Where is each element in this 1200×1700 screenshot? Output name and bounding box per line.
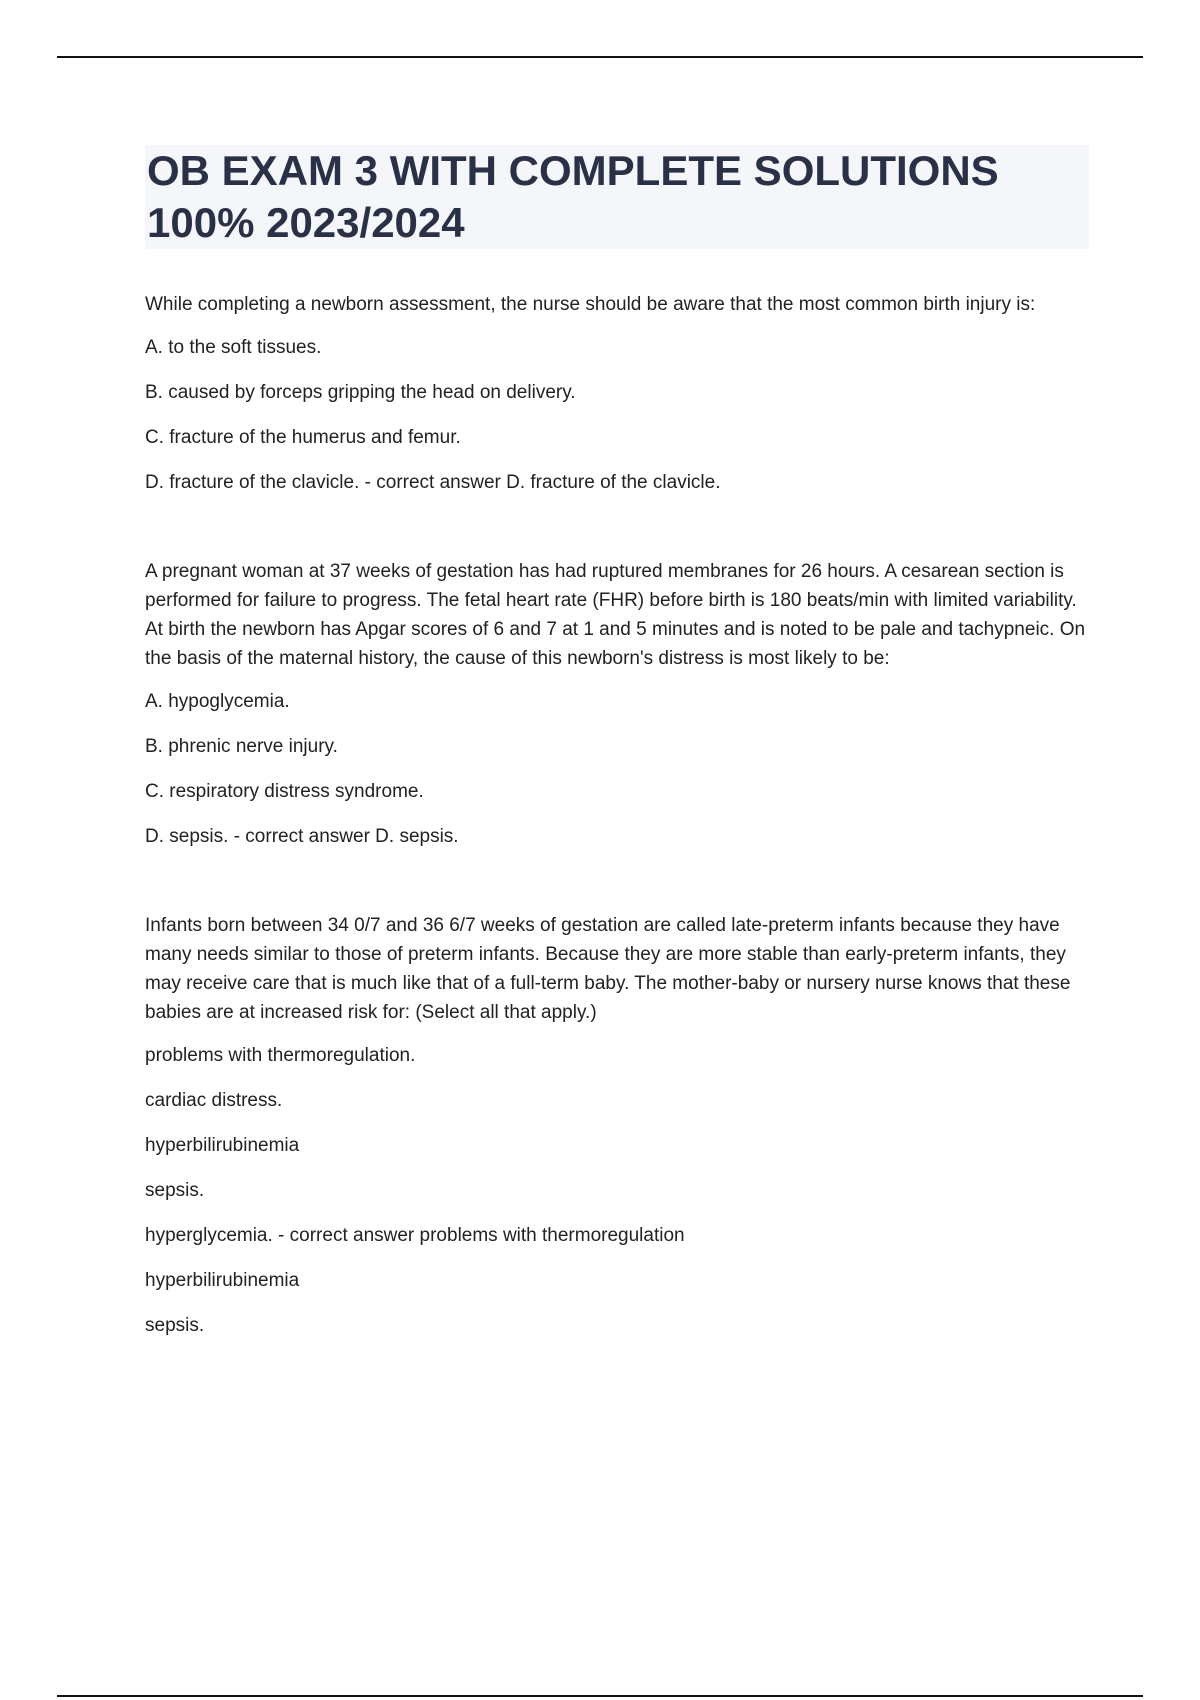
answer-option-a: A. to the soft tissues. (145, 337, 322, 358)
answer-option-c: C. fracture of the humerus and femur. (145, 427, 461, 448)
question-stem: A pregnant woman at 37 weeks of gestation has had ruptured membranes for 26 hours. A cesarean section is performed for failure to progress. The fetal heart rate (FHR) before birth is 180 beats/min with limited variability. At birth the newborn has Apgar scores of 6 and 7 at 1 and 5 minutes and is noted to be pale and tachypneic. On the basis of the maternal history, the cause of this newborn's distress is most likely to be: (145, 561, 1086, 669)
question-2 (145, 557, 1090, 851)
answer-option: hyperbilirubinemia (145, 1135, 300, 1156)
answer-option-a: A. hypoglycemia. (145, 691, 290, 712)
header-rule (57, 56, 1143, 58)
answer-option-c: C. respiratory distress syndrome. (145, 781, 424, 802)
title-line-1: OB EXAM 3 WITH COMPLETE SOLUTIONS (147, 147, 999, 194)
answer-option: cardiac distress. (145, 1090, 283, 1111)
question-1 (145, 290, 1090, 497)
question-stem: Infants born between 34 0/7 and 36 6/7 weeks of gestation are called late-preterm infants because they have many needs similar to those of preterm infants. Because they are more stable than early-preterm infants, they may receive care that is much like that of a full-term baby. The mother-baby or nursery nurse knows that these babies are at increased risk for: (Select all that apply.) (145, 915, 1071, 1023)
answer-option-b: B. phrenic nerve injury. (145, 736, 338, 757)
answer-option-d-with-correct-answer: D. fracture of the clavicle. - correct answer D. fracture of the clavicle. (145, 472, 721, 493)
document-body (145, 290, 1090, 1356)
answer-option: sepsis. (145, 1180, 205, 1201)
document-title (145, 145, 1089, 249)
answer-option-d-with-correct-answer: D. sepsis. - correct answer D. sepsis. (145, 826, 459, 847)
title-line-2: 100% 2023/2024 (147, 199, 465, 246)
correct-answer-continuation: hyperbilirubinemia (145, 1270, 300, 1291)
title-banner (145, 145, 1089, 249)
question-3 (145, 911, 1090, 1340)
question-stem: While completing a newborn assessment, the nurse should be aware that the most common birth injury is: (145, 294, 1036, 315)
answer-option: problems with thermoregulation. (145, 1045, 416, 1066)
footer-rule (57, 1695, 1143, 1697)
answer-option-b: B. caused by forceps gripping the head on delivery. (145, 382, 576, 403)
correct-answer-continuation: sepsis. (145, 1315, 205, 1336)
answer-option-with-correct-answer: hyperglycemia. - correct answer problems with thermoregulation (145, 1225, 685, 1246)
